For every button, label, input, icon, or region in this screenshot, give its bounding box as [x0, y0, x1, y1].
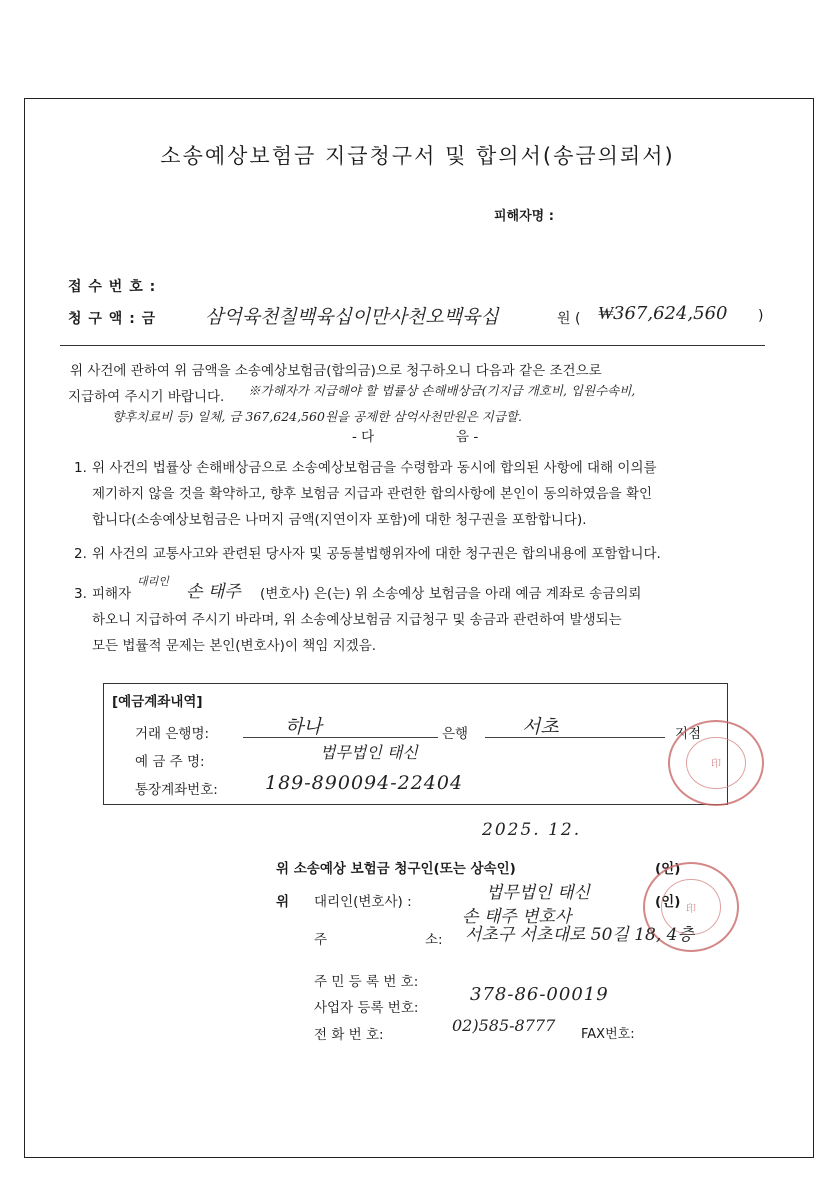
- clause-2-line-1: 위 사건의 교통사고와 관련된 당사자 및 공동불법행위자에 대한 청구권은 합의내용에 포함합니다.: [92, 546, 661, 562]
- intro-line-1: 위 사건에 관하여 위 금액을 소송예상보험금(합의금)으로 청구하오니 다음과 같은 조건으로: [70, 363, 602, 379]
- account-number-value: 189-890094-22404: [265, 772, 464, 794]
- account-holder-label: 예 금 주 명:: [135, 754, 205, 770]
- clause-3-number: 3.: [74, 586, 87, 602]
- clause-3-handwritten-name: 손 태주: [186, 582, 241, 602]
- fax-label: FAX번호:: [581, 1027, 635, 1042]
- handwritten-note-line-2: 향후치료비 등) 일체, 금 367,624,560원을 공제한 삼억사천만원은 지급할.: [112, 409, 522, 424]
- branch-suffix: 지점: [675, 726, 702, 742]
- clause-3-line-3: 모든 법률적 문제는 본인(변호사)이 책임 지겠음.: [92, 638, 377, 654]
- address-value: 서초구 서초대로 50길 18, 4층: [465, 925, 694, 945]
- phone-value: 02)585-8777: [452, 1016, 556, 1035]
- account-number-label: 통장계좌번호:: [135, 782, 218, 798]
- clause-3-line-2: 하오니 지급하여 주시기 바라며, 위 소송예상보험금 지급청구 및 송금과 관련하여 발생되는: [92, 612, 622, 628]
- signature-wi: 위: [276, 894, 290, 910]
- agent-value-firm: 법무법인 태신: [486, 883, 590, 903]
- agent-label: 대리인(변호사) :: [314, 894, 412, 910]
- claim-amount-number: ₩367,624,560: [598, 303, 728, 324]
- section-heading-da: - 다: [352, 429, 375, 445]
- handwritten-note-line-1: ※가해자가 지급해야 할 법률상 손해배상금(기지급 개호비, 입원수속비,: [248, 383, 636, 398]
- clause-1-line-3: 합니다(소송예상보험금은 나머지 금액(지연이자 포함)에 대한 청구권을 포함합니다).: [92, 512, 587, 528]
- seal-mark-2: (인): [655, 894, 681, 910]
- intro-line-2: 지급하여 주시기 바랍니다.: [68, 389, 225, 405]
- clause-1-number: 1.: [74, 460, 87, 476]
- clause-3-prefix: 피해자: [92, 586, 132, 602]
- claim-divider: [60, 345, 765, 346]
- corporate-seal-1: [668, 720, 764, 806]
- seal-2-inner: 印: [661, 879, 720, 934]
- clause-1-line-2: 제기하지 않을 것을 확약하고, 향후 보험금 지급과 관련한 합의사항에 본인이 동의하였음을 확인: [92, 486, 653, 502]
- address-label-2: 소:: [425, 932, 443, 948]
- bank-name-value: 하나: [285, 716, 322, 738]
- receipt-number-label: 접 수 번 호 :: [68, 279, 157, 295]
- claim-amount-handwritten: 삼억육천칠백육십이만사천오백육십: [205, 306, 499, 328]
- handwritten-date: 2025. 12.: [482, 820, 582, 840]
- seal-mark-1: (인): [655, 861, 681, 877]
- claim-won-label: 원 (: [557, 311, 581, 327]
- branch-underline: [485, 737, 665, 738]
- address-label-1: 주: [314, 932, 328, 948]
- clause-3-line-1-rest: (변호사) 은(는) 위 소송예상 보험금을 아래 예금 계좌로 송금의뢰: [260, 586, 642, 602]
- claim-amount-label: 청 구 액 : 금: [68, 311, 157, 327]
- document-title: 소송예상보험금 지급청구서 및 합의서(송금의뢰서): [160, 144, 675, 168]
- seal-1-inner: 印: [686, 737, 745, 790]
- bank-name-label: 거래 은행명:: [135, 726, 210, 742]
- rrn-label: 주 민 등 록 번 호:: [314, 974, 419, 990]
- business-number-label: 사업자 등록 번호:: [314, 1000, 419, 1016]
- bank-suffix: 은행: [442, 726, 469, 742]
- business-number-value: 378-86-00019: [470, 984, 609, 1005]
- bank-name-underline: [243, 737, 438, 738]
- claimant-line: 위 소송예상 보험금 청구인(또는 상속인): [276, 861, 516, 877]
- clause-3-handwritten-role: 대리인: [137, 575, 169, 588]
- section-heading-eum: 음 -: [456, 429, 479, 445]
- branch-value: 서초: [522, 716, 559, 738]
- agent-value-lawyer: 손 태주 변호사: [462, 907, 572, 927]
- victim-name-label: 피해자명 :: [494, 209, 554, 224]
- account-holder-value: 법무법인 태신: [320, 743, 418, 762]
- clause-1-line-1: 위 사건의 법률상 손해배상금으로 소송예상보험금을 수령함과 동시에 합의된 사항에 대해 이의를: [92, 460, 657, 476]
- claim-close-paren: ): [758, 308, 764, 324]
- clause-2-number: 2.: [74, 546, 87, 562]
- account-box-header: [예금계좌내역]: [112, 694, 203, 710]
- phone-label: 전 화 번 호:: [314, 1027, 384, 1043]
